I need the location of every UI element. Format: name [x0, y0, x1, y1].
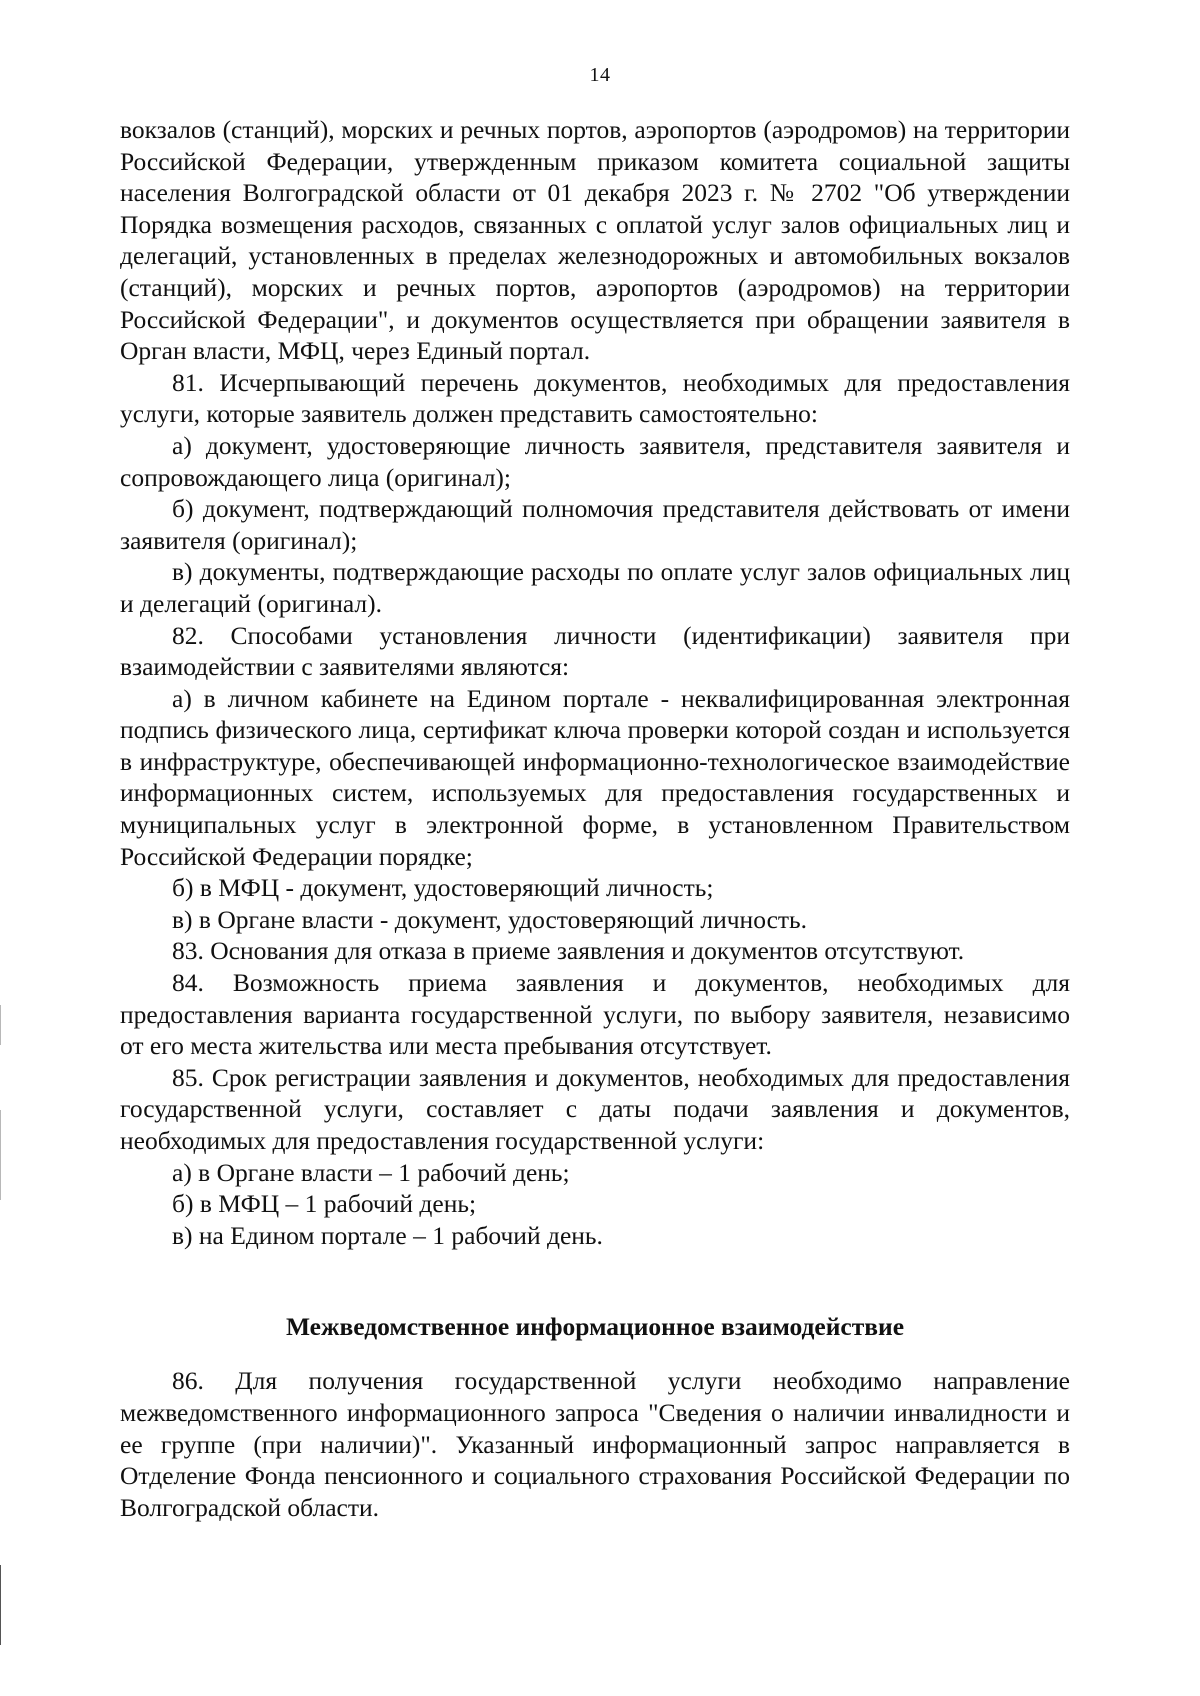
list-item-85b: б) в МФЦ – 1 рабочий день;	[172, 1189, 477, 1219]
list-item-81c: в) документы, подтверждающие расходы по оплате услуг залов официальных лиц и делегаций (оригинал).	[120, 557, 1070, 618]
page-number: 14	[589, 64, 611, 86]
paragraph-81: 81. Исчерпывающий перечень документов, необходимых для предоставления услуги, которые заявитель должен представить самостоятельно:	[120, 367, 1070, 429]
list-item-82b: б) в МФЦ - документ, удостоверяющий личность;	[172, 873, 714, 903]
scan-edge-mark	[0, 1005, 1, 1045]
list-item-85a: а) в Органе власти – 1 рабочий день;	[172, 1157, 570, 1187]
list-item-82a: а) в личном кабинете на Едином портале - неквалифицированная электронная подпись физического лица, сертификат ключа проверки которой создан и используется в инфраструктуре, обеспечивающей информационно-технологическое взаимодействие информационных систем, используемых для предоставления государственных и муниципальных услуг в электронной форме, в установленном Правительством Российской Федерации порядке;	[120, 683, 1070, 871]
scan-edge-mark	[0, 1110, 1, 1200]
paragraph-86: 86. Для получения государственной услуги необходимо направление межведомственного информационного запроса "Сведения о наличии инвалидности и ее группе (при наличии)". Указанный информационный запрос направляется в Отделение Фонда пенсионного и социального страхования Российской Федерации по Волгоградской области.	[120, 1366, 1070, 1522]
paragraph-continuation: вокзалов (станций), морских и речных портов, аэропортов (аэродромов) на территории Российской Федерации, утвержденным приказом комитета социальной защиты населения Волгоградской области от 01 декабря 2023 г. № 2702 "Об утверждении Порядка возмещения расходов, связанных с оплатой услуг залов официальных лиц и делегаций, установленных в пределах железнодорожных и автомобильных вокзалов (станций), морских и речных портов, аэропортов (аэродромов) на территории Российской Федерации", и документов осуществляется при обращении заявителя в Орган власти, МФЦ, через Единый портал.	[120, 115, 1070, 366]
list-item-85c: в) на Едином портале – 1 рабочий день.	[172, 1220, 603, 1250]
paragraph-83: 83. Основания для отказа в приеме заявления и документов отсутствуют.	[172, 936, 965, 966]
paragraph-84: 84. Возможность приема заявления и документов, необходимых для предоставления варианта государственной услуги, по выбору заявителя, независимо от его места жительства или места пребывания отсутствует.	[120, 968, 1070, 1061]
document-body	[120, 114, 1070, 1523]
section-heading: Межведомственное информационное взаимодействие	[285, 1312, 905, 1342]
paragraph-85: 85. Срок регистрации заявления и документов, необходимых для предоставления государственной услуги, составляет с даты подачи заявления и документов, необходимых для предоставления государственной услуги:	[120, 1062, 1070, 1155]
scan-edge-mark	[0, 1565, 1, 1645]
list-item-81b: б) документ, подтверждающий полномочия представителя действовать от имени заявителя (оригинал);	[120, 494, 1070, 555]
paragraph-82: 82. Способами установления личности (идентификации) заявителя при взаимодействии с заявителями являются:	[120, 620, 1070, 682]
list-item-81a: а) документ, удостоверяющие личность заявителя, представителя заявителя и сопровождающего лица (оригинал);	[120, 430, 1070, 492]
list-item-82c: в) в Органе власти - документ, удостоверяющий личность.	[172, 904, 808, 934]
